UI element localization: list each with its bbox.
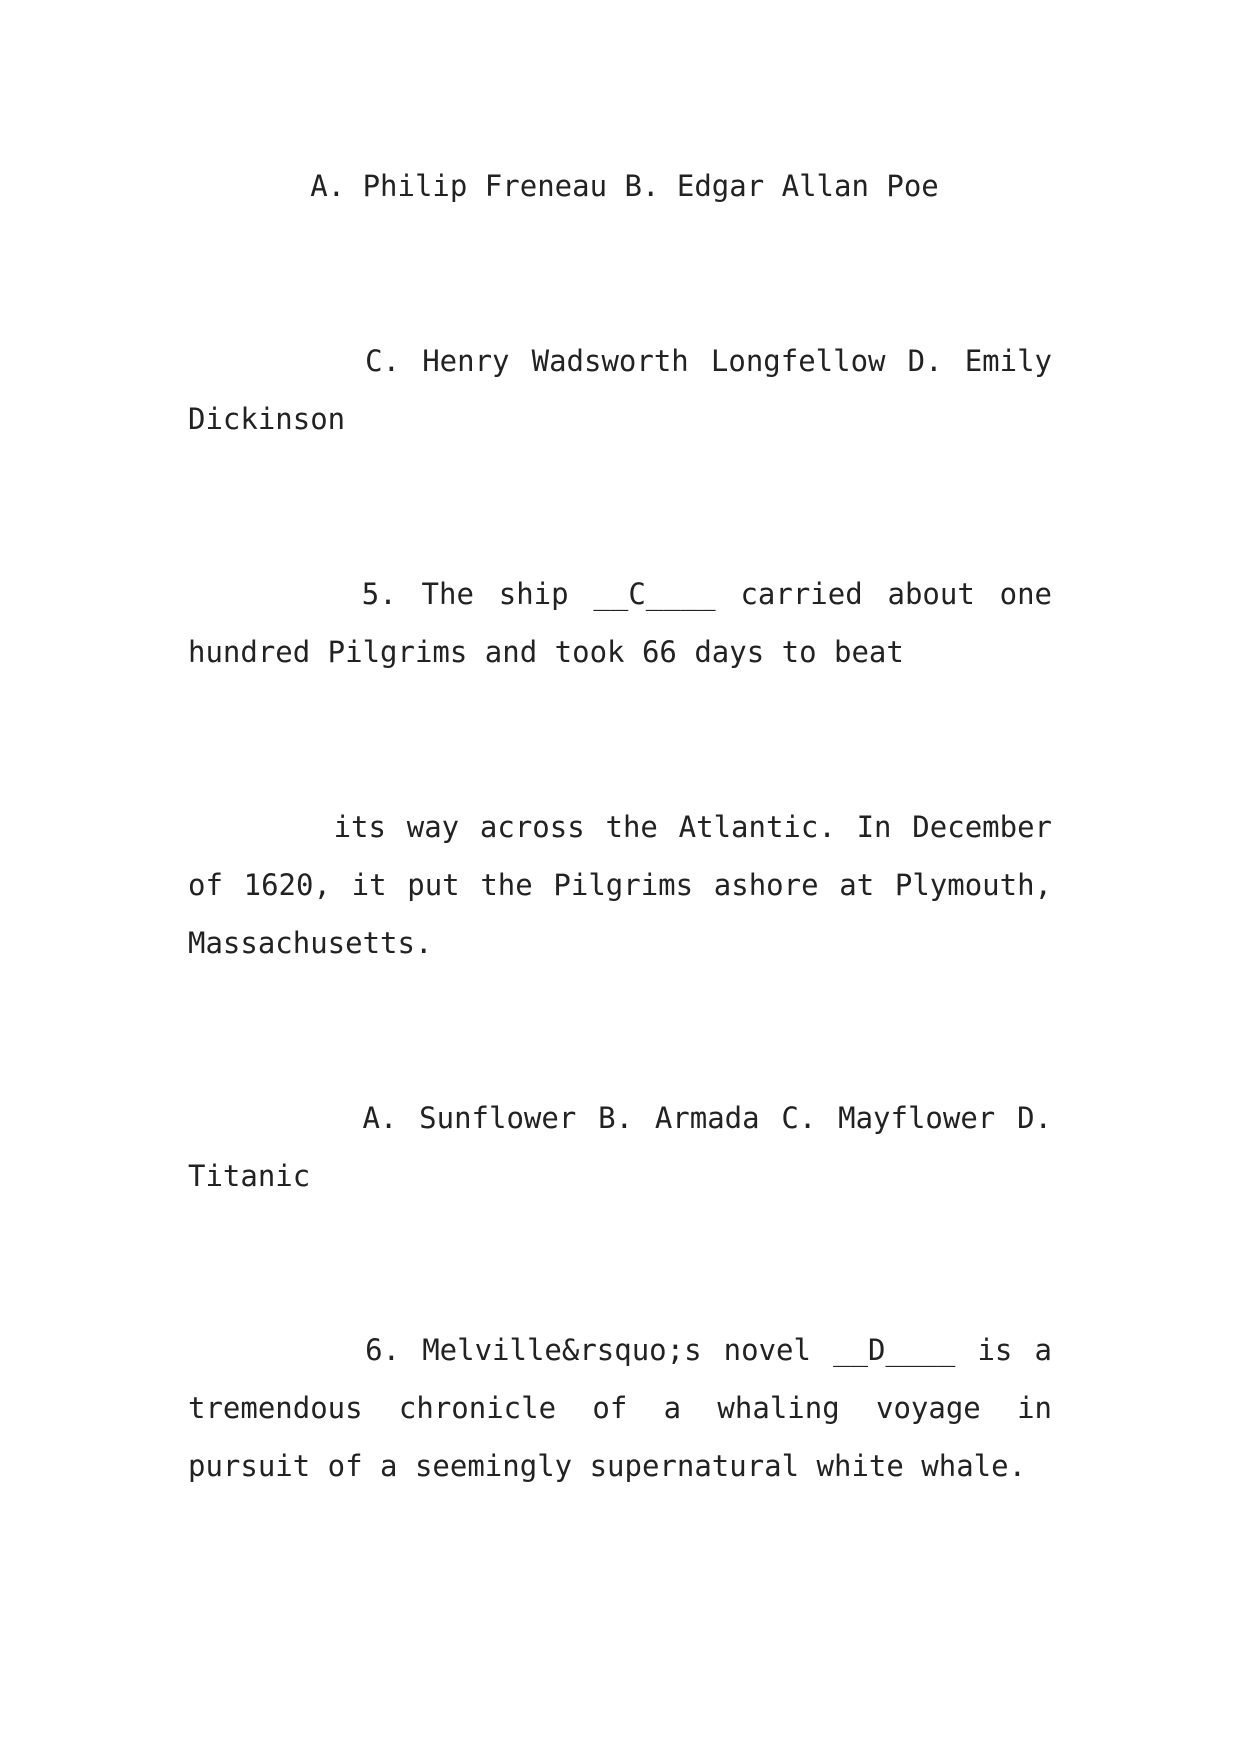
answer-options-q5: A. Sunflower B. Armada C. Mayflower D. Titanic bbox=[188, 1101, 1052, 1193]
question-5-continuation: its way across the Atlantic. In December of 1620, it put the Pilgrims ashore at Plymouth, Massachusetts. bbox=[188, 810, 1052, 960]
answer-options-q4-line1: A. Philip Freneau B. Edgar Allan Poe bbox=[188, 169, 939, 203]
answer-options-q4-line2: C. Henry Wadsworth Longfellow D. Emily Dickinson bbox=[188, 344, 1052, 436]
question-5-text: 5. The ship __C____ carried about one hundred Pilgrims and took 66 days to beat bbox=[188, 577, 1052, 669]
question-6-text: 6. Melville&rsquo;s novel __D____ is a tremendous chronicle of a whaling voyage in pursuit of a seemingly supernatural white whale. bbox=[188, 1333, 1052, 1483]
